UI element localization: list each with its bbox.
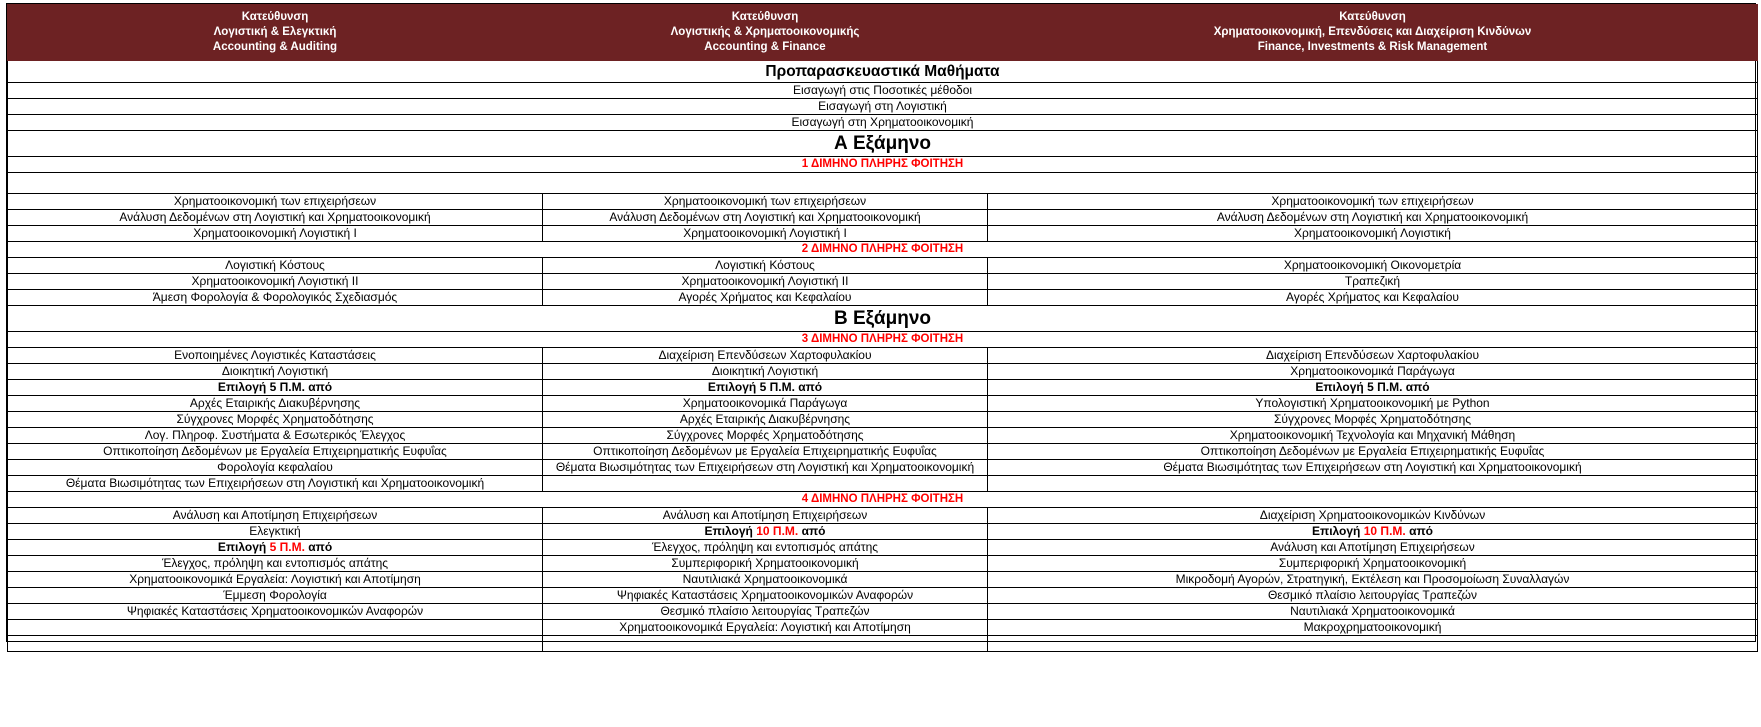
course-cell: Άμεση Φορολογία & Φορολογικός Σχεδιασμός [8,290,543,306]
course-cell: Έλεγχος, πρόληψη και εντοπισμός απάτης [8,556,543,572]
course-cell: Χρηματοοικονομική Λογιστική ΙΙ [8,274,543,290]
track-header-line2: Χρηματοοικονομική, Επενδύσεις και Διαχείριση Κινδύνων [1213,26,1532,38]
semester-a-row [8,131,1758,157]
prep-course: Εισαγωγή στη Χρηματοοικονομική [8,115,1758,131]
semester-b-title: Β Εξάμηνο [8,306,1758,332]
course-cell: Αγορές Χρήματος και Κεφαλαίου [988,290,1758,306]
course-cell: Σύγχρονες Μορφές Χρηματοδότησης [543,428,988,444]
course-cell: Λογιστική Κόστους [543,258,988,274]
course-cell: Οπτικοποίηση Δεδομένων με Εργαλεία Επιχειρηματικής Ευφυΐας [988,444,1758,460]
spacer-cell [8,173,1758,194]
course-cell: Φορολογία κεφαλαίου [8,460,543,476]
semester-a-title: Α Εξάμηνο [8,131,1758,157]
course-cell: Χρηματοοικονομική Οικονομετρία [988,258,1758,274]
curriculum-sheet [6,3,1756,642]
course-cell: Χρηματοοικονομική Λογιστική ΙΙ [543,274,988,290]
course-cell: Θεσμικό πλαίσιο λειτουργίας Τραπεζών [988,588,1758,604]
term-2-row [8,242,1758,258]
track-header-3 [988,5,1758,61]
course-row [8,540,1758,556]
course-cell: Ανάλυση και Αποτίμηση Επιχειρήσεων [543,508,988,524]
course-row [8,364,1758,380]
elective-note: Επιλογή 5 Π.Μ. από [988,380,1758,396]
course-cell: Διαχείριση Χρηματοοικονομικών Κινδύνων [988,508,1758,524]
course-cell: Τραπεζική [988,274,1758,290]
course-cell: Χρηματοοικονομική Τεχνολογία και Μηχανική Μάθηση [988,428,1758,444]
course-cell: Ανάλυση Δεδομένων στη Λογιστική και Χρηματοοικονομική [543,210,988,226]
prep-course-row [8,83,1758,99]
prep-course-row [8,115,1758,131]
term-3-row [8,332,1758,348]
course-cell: Ψηφιακές Καταστάσεις Χρηματοοικονομικών Αναφορών [543,588,988,604]
prep-title-row [8,61,1758,83]
track-header-line3: Accounting & Auditing [212,41,338,53]
course-cell: Χρηματοοικονομική των επιχειρήσεων [988,194,1758,210]
course-cell: Διαχείριση Επενδύσεων Χαρτοφυλακίου [988,348,1758,364]
course-cell: Συμπεριφορική Χρηματοοικονομική [543,556,988,572]
course-cell [8,636,543,652]
course-cell: Χρηματοοικονομικά Εργαλεία: Λογιστική και Αποτίμηση [543,620,988,636]
course-row [8,194,1758,210]
course-cell: Μικροδομή Αγορών, Στρατηγική, Εκτέλεση και Προσομοίωση Συναλλαγών [988,572,1758,588]
course-cell: Χρηματοοικονομικά Παράγωγα [988,364,1758,380]
header-row [8,5,1758,61]
course-cell: Θέματα Βιωσιμότητας των Επιχειρήσεων στη Λογιστική και Χρηματοοικονομική [543,460,988,476]
course-cell: Ενοποιημένες Λογιστικές Καταστάσεις [8,348,543,364]
track-header-line1: Κατεύθυνση [1339,11,1406,23]
elective-note: Επιλογή 5 Π.Μ. από [8,380,543,396]
course-cell: Σύγχρονες Μορφές Χρηματοδότησης [8,412,543,428]
course-row [8,476,1758,492]
course-cell: Ναυτιλιακά Χρηματοοικονομικά [988,604,1758,620]
course-cell: Υπολογιστική Χρηματοοικονομική με Python [988,396,1758,412]
course-cell: Χρηματοοικονομική των επιχειρήσεων [543,194,988,210]
term-1-row [8,157,1758,173]
course-row [8,274,1758,290]
course-cell: Λογιστική Κόστους [8,258,543,274]
track-header-line2: Λογιστικής & Χρηματοοικονομικής [670,26,860,38]
course-cell: Αρχές Εταιρικής Διακυβέρνησης [543,412,988,428]
course-cell: Ανάλυση Δεδομένων στη Λογιστική και Χρηματοοικονομική [988,210,1758,226]
course-row [8,508,1758,524]
course-cell: Ναυτιλιακά Χρηματοοικονομικά [543,572,988,588]
course-row [8,460,1758,476]
course-row [8,258,1758,274]
course-row [8,290,1758,306]
track-header-line1: Κατεύθυνση [241,11,309,23]
course-cell: Συμπεριφορική Χρηματοοικονομική [988,556,1758,572]
course-row [8,380,1758,396]
course-cell: Οπτικοποίηση Δεδομένων με Εργαλεία Επιχειρηματικής Ευφυΐας [8,444,543,460]
course-cell: Διοικητική Λογιστική [543,364,988,380]
course-cell [988,636,1758,652]
course-cell: Διοικητική Λογιστική [8,364,543,380]
course-row [8,412,1758,428]
course-row [8,428,1758,444]
prep-title: Προπαρασκευαστικά Μαθήματα [8,61,1758,83]
course-cell: Χρηματοοικονομική Λογιστική [988,226,1758,242]
course-cell: Χρηματοοικονομικά Εργαλεία: Λογιστική και Αποτίμηση [8,572,543,588]
course-cell: Θεσμικό πλαίσιο λειτουργίας Τραπεζών [543,604,988,620]
prep-course: Εισαγωγή στις Ποσοτικές μέθοδοι [8,83,1758,99]
term-2-label: 2 ΔΙΜΗΝΟ ΠΛΗΡΗΣ ΦΟΙΤΗΣΗ [8,242,1758,258]
course-row [8,572,1758,588]
track-header-line2: Λογιστική & Ελεγκτική [213,26,337,38]
course-cell [8,620,543,636]
term-4-row [8,492,1758,508]
course-cell: Διαχείριση Επενδύσεων Χαρτοφυλακίου [543,348,988,364]
elective-note: Επιλογή 10 Π.Μ. από [988,524,1758,540]
course-cell: Αρχές Εταιρικής Διακυβέρνησης [8,396,543,412]
course-cell: Λογ. Πληροφ. Συστήματα & Εσωτερικός Έλεγχος [8,428,543,444]
course-cell: Ψηφιακές Καταστάσεις Χρηματοοικονομικών Αναφορών [8,604,543,620]
course-cell: Μακροχρηματοοικονομική [988,620,1758,636]
course-cell: Έλεγχος, πρόληψη και εντοπισμός απάτης [543,540,988,556]
course-cell: Χρηματοοικονομική Λογιστική Ι [8,226,543,242]
term-3-label: 3 ΔΙΜΗΝΟ ΠΛΗΡΗΣ ΦΟΙΤΗΣΗ [8,332,1758,348]
course-cell: Αγορές Χρήματος και Κεφαλαίου [543,290,988,306]
course-cell [988,476,1758,492]
course-cell [543,636,988,652]
course-cell: Σύγχρονες Μορφές Χρηματοδότησης [988,412,1758,428]
prep-course-row [8,99,1758,115]
course-row [8,524,1758,540]
course-cell: Θέματα Βιωσιμότητας των Επιχειρήσεων στη Λογιστική και Χρηματοοικονομική [988,460,1758,476]
track-header-1 [8,5,543,61]
course-row [8,226,1758,242]
course-row [8,604,1758,620]
elective-note: Επιλογή 5 Π.Μ. από [8,540,543,556]
track-header-line3: Finance, Investments & Risk Management [1257,41,1488,53]
course-cell: Χρηματοοικονομικά Παράγωγα [543,396,988,412]
term-1-label: 1 ΔΙΜΗΝΟ ΠΛΗΡΗΣ ΦΟΙΤΗΣΗ [8,157,1758,173]
spacer-row [8,173,1758,194]
semester-b-row [8,306,1758,332]
course-cell: Χρηματοοικονομική των επιχειρήσεων [8,194,543,210]
course-row [8,444,1758,460]
curriculum-table [7,4,1758,652]
elective-note: Επιλογή 10 Π.Μ. από [543,524,988,540]
course-cell: Ανάλυση και Αποτίμηση Επιχειρήσεων [8,508,543,524]
course-cell: Θέματα Βιωσιμότητας των Επιχειρήσεων στη Λογιστική και Χρηματοοικονομική [8,476,543,492]
course-row [8,588,1758,604]
term-4-label: 4 ΔΙΜΗΝΟ ΠΛΗΡΗΣ ΦΟΙΤΗΣΗ [8,492,1758,508]
elective-note: Επιλογή 5 Π.Μ. από [543,380,988,396]
course-cell: Οπτικοποίηση Δεδομένων με Εργαλεία Επιχειρηματικής Ευφυΐας [543,444,988,460]
course-row [8,556,1758,572]
course-cell: Ανάλυση Δεδομένων στη Λογιστική και Χρηματοοικονομική [8,210,543,226]
track-header-2 [543,5,988,61]
course-cell [543,476,988,492]
course-row [8,636,1758,652]
prep-course: Εισαγωγή στη Λογιστική [8,99,1758,115]
course-cell: Έμμεση Φορολογία [8,588,543,604]
course-cell: Ανάλυση και Αποτίμηση Επιχειρήσεων [988,540,1758,556]
course-row [8,210,1758,226]
course-row [8,396,1758,412]
course-cell: Χρηματοοικονομική Λογιστική Ι [543,226,988,242]
course-cell: Ελεγκτική [8,524,543,540]
course-row [8,348,1758,364]
track-header-line3: Accounting & Finance [704,41,826,53]
track-header-line1: Κατεύθυνση [731,11,799,23]
course-row [8,620,1758,636]
